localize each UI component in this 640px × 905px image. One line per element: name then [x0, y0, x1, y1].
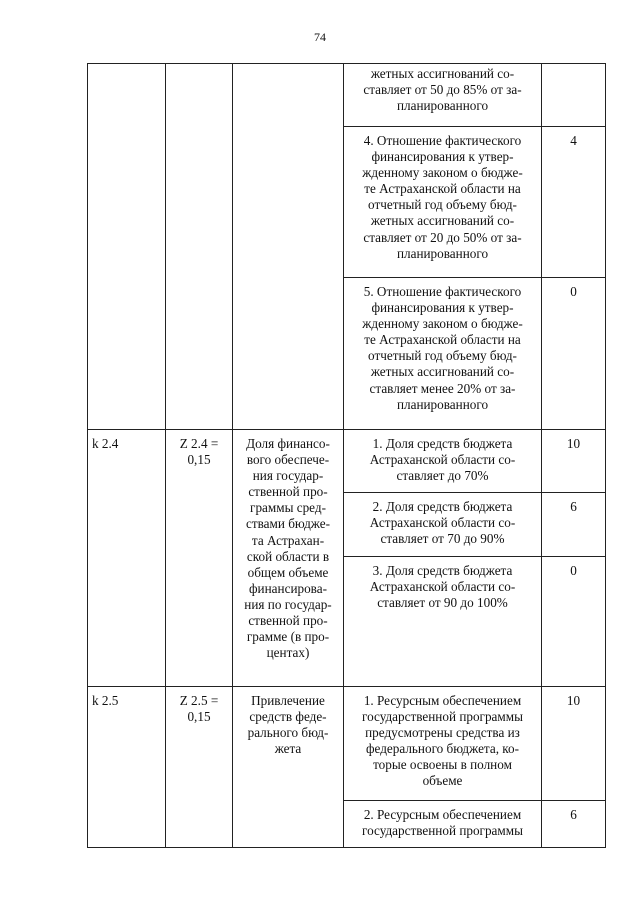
score-cell: 6 [542, 493, 606, 557]
code-cell-empty [88, 64, 166, 430]
condition-cell: 1. Доля средств бюджета Астраханской области со- ставляет до 70% [344, 430, 542, 493]
condition-cell: 1. Ресурсным обеспечением государственной программы предусмотрены средства из федерального бюджета, ко- торые освоены в полном объеме [344, 687, 542, 801]
description-cell: Доля финансо- вого обеспече- ния государ- ственной про- граммы сред- ствами бюдже- та Астрахан- ской области в общем объеме финансирова- ния по государ- ственной про- грамме (в про- центах) [233, 430, 344, 687]
score-cell-empty [542, 64, 606, 127]
table-row [88, 430, 606, 493]
description-cell-empty [233, 64, 344, 430]
score-cell: 10 [542, 687, 606, 801]
score-cell: 10 [542, 430, 606, 493]
table-row [88, 64, 606, 127]
page-number: 74 [314, 30, 326, 44]
score-cell: 0 [542, 557, 606, 687]
code-cell: k 2.5 [88, 687, 166, 848]
condition-cell: 2. Доля средств бюджета Астраханской области со- ставляет от 70 до 90% [344, 493, 542, 557]
condition-cell: жетных ассигнований со- ставляет от 50 до 85% от за- планированного [344, 64, 542, 127]
condition-cell: 3. Доля средств бюджета Астраханской области со- ставляет от 90 до 100% [344, 557, 542, 687]
criteria-table [87, 63, 606, 848]
description-cell: Привлечение средств феде- рального бюд- жета [233, 687, 344, 848]
score-cell: 4 [542, 127, 606, 278]
condition-cell: 5. Отношение фактического финансирования к утвер- жденному законом о бюдже- те Астраханской области на отчетный год объему бюд- жетных ассигнований со- ставляет менее 20% от за- планированного [344, 278, 542, 430]
table-row [88, 687, 606, 801]
formula-cell-empty [166, 64, 233, 430]
condition-cell: 4. Отношение фактического финансирования к утвер- жденному законом о бюдже- те Астраханской области на отчетный год объему бюд- жетных ассигнований со- ставляет от 20 до 50% от за- планированного [344, 127, 542, 278]
condition-cell: 2. Ресурсным обеспечением государственной программы [344, 801, 542, 848]
formula-cell: Z 2.5 = 0,15 [166, 687, 233, 848]
score-cell: 0 [542, 278, 606, 430]
code-cell: k 2.4 [88, 430, 166, 687]
score-cell: 6 [542, 801, 606, 848]
formula-cell: Z 2.4 = 0,15 [166, 430, 233, 687]
